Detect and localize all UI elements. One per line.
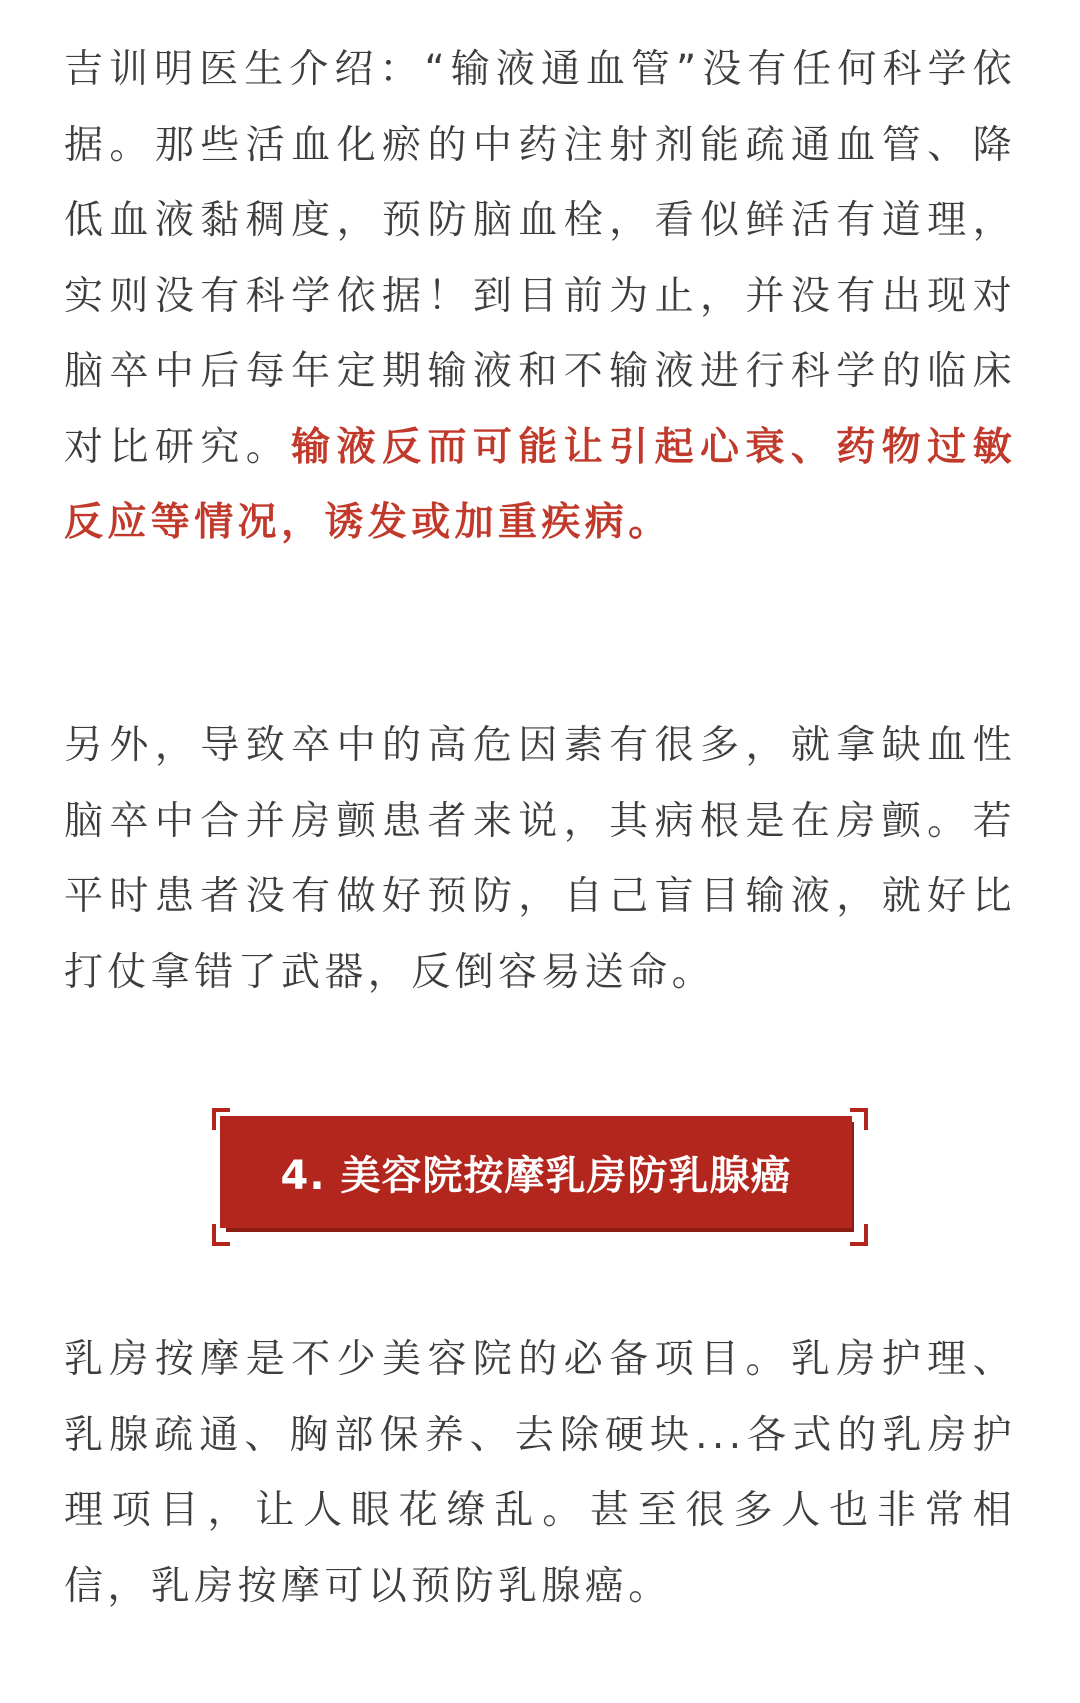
section-heading xyxy=(212,1108,868,1246)
section-heading-title: 4. 美容院按摩乳房防乳腺癌 xyxy=(280,1152,792,1199)
highlighted-warning-text: 输液反而可能让引起心衰、药物过敏反应等情况，诱发或加重疾病。 xyxy=(64,424,1016,545)
paragraph-breast-massage: 乳房按摩是不少美容院的必备项目。乳房护理、乳腺疏通、胸部保养、去除硬块...各式的乳房护理项目，让人眼花缭乱。甚至很多人也非常相信，乳房按摩可以预防乳腺癌。 xyxy=(64,1337,1016,1609)
paragraph-infusion-claim xyxy=(64,32,1016,561)
paragraph-text: 吉训明医生介绍：“输液通血管”没有任何科学依据。那些活血化瘀的中药注射剂能疏通血管、降低血液黏稠度，预防脑血栓，看似鲜活有道理，实则没有科学依据！到目前为止，并没有出现对脑卒中后每年定期输液和不输液进行科学的临床对比研究。 xyxy=(64,47,1016,470)
heading-box xyxy=(220,1116,852,1228)
paragraph-stroke-risk: 另外，导致卒中的高危因素有很多，就拿缺血性脑卒中合并房颤患者来说，其病根是在房颤。若平时患者没有做好预防，自己盲目输液，就好比打仗拿错了武器，反倒容易送命。 xyxy=(64,723,1016,995)
